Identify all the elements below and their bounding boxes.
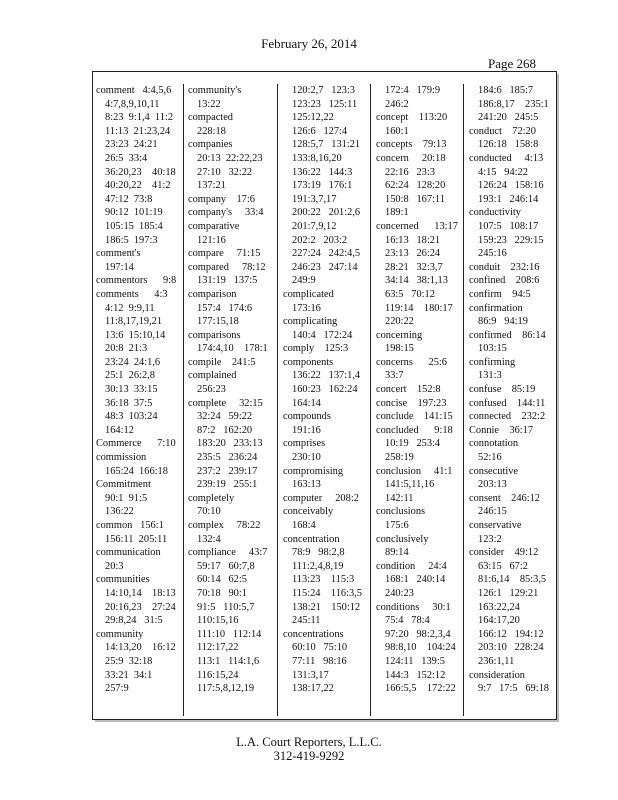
index-term: complained [188,370,237,382]
index-term: comment's [96,248,141,260]
index-page-refs: 126:18 158:8 [478,139,539,151]
index-term: company 17:6 [188,193,255,205]
index-page-refs: 52:16 [478,452,502,464]
index-page-refs: 166:5,5 172:22 [385,683,456,695]
index-term: conclude 141:15 [376,411,453,423]
index-page-refs: 202:2 203:2 [292,234,348,246]
index-page-refs: 186:8,17 235:1 [478,98,549,110]
index-term: Connie 36:17 [469,424,534,436]
index-page-refs: 165:24 166:18 [105,465,168,477]
index-page-refs: 142:11 [385,492,414,504]
index-page-refs: 136:22 [105,506,134,518]
index-page-refs: 163:13 [292,479,321,491]
index-page-refs: 105:15 185:4 [105,220,163,232]
index-page-refs: 173:19 176:1 [292,180,353,192]
index-page-refs: 203:13 [478,479,507,491]
index-page-refs: 132:4 [197,533,221,545]
index-page-refs: 33:7 [385,370,404,382]
index-page-refs: 236:1,11 [478,655,515,667]
page-number: Page 268 [488,56,537,71]
index-page-refs: 23:13 26:24 [385,248,441,260]
index-page-refs: 228:18 [197,125,226,137]
index-page-refs: 90:12 101:19 [105,207,163,219]
index-page-refs: 150:8 167:11 [385,193,445,205]
index-page-refs: 90:1 91:5 [105,492,148,504]
index-term: comparison [188,288,237,300]
index-page-refs: 98:8,10 104:24 [385,642,456,654]
index-term: conduct 72:20 [469,125,536,137]
index-page-refs: 257:9 [105,683,129,695]
index-term: conclusions [376,506,426,518]
index-page-refs: 168:4 [292,520,316,531]
index-term: company's 33:4 [188,207,264,219]
index-page-refs: 156:11 205:11 [105,533,168,545]
index-page-refs: 246:2 [385,98,409,110]
index-page-refs: 111:10 112:14 [197,628,262,640]
index-page-refs: 4:7,8,9,10,11 [105,98,160,110]
index-term: compared 78:12 [188,261,266,273]
index-page-refs: 113:1 114:1,6 [197,655,260,667]
index-term: concerning [376,329,423,341]
index-term: Commitment [96,479,151,491]
index-page-refs: 14:10,14 18:13 [105,587,176,599]
index-page-refs: 126:6 127:4 [292,125,348,137]
index-term: conceivably [283,506,334,518]
index-page-refs: 200:22 201:2,6 [292,207,361,219]
index-page-refs: 14:13,20 16:12 [105,642,176,654]
index-page-refs: 110:15,16 [197,615,239,627]
index-page-refs: 28:21 32:3,7 [385,261,443,273]
index-page-refs: 97:20 98:2,3,4 [385,628,451,640]
index-page-refs: 20:16,23 27:24 [105,601,176,613]
index-page-refs: 245:16 [478,248,507,260]
index-page-refs: 144:3 152:12 [385,669,446,681]
index-page-refs: 121:16 [197,234,226,246]
index-term: comparisons [188,329,241,341]
column-divider-2 [277,84,278,716]
index-page-refs: 138:21 150:12 [292,601,361,613]
index-page-refs: 103:15 [478,343,507,355]
index-term: condition 24:4 [376,560,447,572]
index-page-refs: 23:23 24:21 [105,139,158,151]
index-term: concerned 13:17 [376,220,458,232]
index-page-refs: 164:14 [292,397,321,409]
index-term: comparative [188,220,240,232]
index-term: conduit 232:16 [469,261,540,273]
index-page-refs: 63:15 67:2 [478,560,528,572]
index-term: commentors 9:8 [96,275,177,287]
index-page-refs: 62:24 128:20 [385,180,446,192]
index-page-refs: 91:5 110:5,7 [197,601,255,613]
index-term: concerns 25:6 [376,356,447,368]
index-term: concern 20:18 [376,152,446,164]
index-page-refs: 172:4 179:9 [385,85,441,96]
index-term: confirming [469,356,516,368]
index-term: concise 197:23 [376,397,447,409]
index-page-refs: 60:10 75:10 [292,642,348,654]
index-term: confirmation [469,302,523,314]
index-page-refs: 138:17,22 [292,683,334,695]
index-term: components [283,356,334,368]
page-date: February 26, 2014 [261,36,357,51]
index-term: consideration [469,669,525,681]
index-term: concept 113:20 [376,112,448,124]
index-page-refs: 11:13 21:23,24 [105,125,171,137]
index-term: communication [96,547,161,559]
index-term: confuse 85:19 [469,384,536,396]
index-page-refs: 186:5 197:3 [105,234,158,246]
index-page-refs: 34:14 38:1,13 [385,275,448,287]
index-term: confused 144:11 [469,397,546,409]
index-term: conclusion 41:1 [376,465,453,477]
index-page-refs: 241:20 245:5 [478,112,539,124]
index-term: consent 246:12 [469,492,540,504]
index-page-refs: 159:23 229:15 [478,234,544,246]
index-page-refs: 198:15 [385,343,414,355]
index-term: computer 208:2 [283,492,359,504]
index-term: complex 78:22 [188,520,261,531]
index-page-refs: 124:11 139:5 [385,655,445,667]
index-column-1 [96,84,176,696]
index-page-refs: 77:11 98:16 [292,655,347,667]
index-page-refs: 133:8,16,20 [292,152,342,164]
index-term: concepts 79:13 [376,139,447,151]
index-page-refs: 11:8,17,19,21 [105,316,163,328]
frame-shadow-bottom [95,720,559,722]
index-page-refs: 22:16 23:3 [385,166,435,178]
index-page-refs: 23:24 24:1,6 [105,356,161,368]
index-page-refs: 59:17 60:7,8 [197,560,255,572]
index-page-refs: 175:6 [385,520,409,531]
footer-phone: 312-419-9292 [273,749,345,763]
index-page-refs: 177:15,18 [197,316,239,328]
index-page-refs: 163:22,24 [478,601,520,613]
index-page-refs: 81:6,14 85:3,5 [478,574,547,586]
index-term: compliance 43:7 [188,547,268,559]
index-page-refs: 20:13 22:22,23 [197,152,263,164]
index-term: conducted 4:13 [469,152,544,164]
index-page-refs: 29:8,24 31:5 [105,615,163,627]
index-page-refs: 111:2,4,8,19 [292,560,344,572]
index-page-refs: 9:7 17:5 69:18 [478,683,550,695]
index-page-refs: 240:23 [385,587,414,599]
index-term: connected 232:2 [469,411,546,423]
index-term: comments 4:3 [96,288,168,300]
index-page-refs: 25:9 32:18 [105,655,153,667]
index-page-refs: 246:15 [478,506,507,518]
index-page-refs: 220:22 [385,316,414,328]
index-page-refs: 123:2 [478,533,502,545]
index-page-refs: 193:1 246:14 [478,193,539,205]
index-page-refs: 20:3 [105,560,124,572]
index-page-refs: 136:22 137:1,4 [292,370,361,382]
index-page-refs: 184:6 185:7 [478,85,534,96]
index-page-refs: 126:24 158:16 [478,180,544,192]
index-term: compile 241:5 [188,356,256,368]
index-page-refs: 168:1 240:14 [385,574,446,586]
index-column-2 [188,84,268,696]
index-term: connotation [469,438,519,450]
index-page-refs: 128:5,7 131:21 [292,139,361,151]
index-page-refs: 230:10 [292,452,321,464]
index-term: completely [188,492,235,504]
index-page-refs: 131:19 137:5 [197,275,258,287]
index-page-refs: 125:12,22 [292,112,334,124]
index-page-refs: 20:8 21:3 [105,343,148,355]
index-page-refs: 107:5 108:17 [478,220,539,232]
index-page-refs: 140:4 172:24 [292,329,353,341]
column-divider-1 [183,84,184,716]
index-term: concentration [283,533,340,545]
index-page-refs: 126:1 129:21 [478,587,539,599]
index-page-refs: 112:17,22 [197,642,239,654]
index-page-refs: 4:15 94:22 [478,166,528,178]
index-page-refs: 25:1 26:2,8 [105,370,155,382]
index-page-refs: 70:18 90:1 [197,587,247,599]
index-term: complete 32:15 [188,397,263,409]
index-page-refs: 258:19 [385,452,414,464]
index-term: conductivity [469,207,521,219]
index-page-refs: 89:14 [385,547,409,559]
index-page-refs: 117:5,8,12,19 [197,683,255,695]
index-page-refs: 227:24 242:4,5 [292,248,361,260]
index-page-refs: 164:12 [105,424,134,436]
index-page-refs: 33:21 34:1 [105,669,153,681]
index-page-refs: 30:13 33:15 [105,384,158,396]
index-term: comment 4:4,5,6 [96,85,172,96]
index-term: comply 125:3 [283,343,349,355]
index-page-refs: 60:14 62:5 [197,574,247,586]
index-term: concert 152:8 [376,384,441,396]
index-term: concluded 9:18 [376,424,453,436]
index-page-refs: 160:23 162:24 [292,384,358,396]
index-page-refs: 63:5 70:12 [385,288,435,300]
column-divider-4 [463,84,464,716]
index-page-refs: 141:5,11,16 [385,479,435,491]
index-page-refs: 197:14 [105,261,134,273]
index-page-refs: 191:3,7,17 [292,193,337,205]
index-column-3 [283,84,363,696]
footer-company: L.A. Court Reporters, L.L.C. [236,735,382,749]
index-column-4 [376,84,456,696]
index-page-refs: 27:10 32:22 [197,166,253,178]
index-page-refs: 237:2 239:17 [197,465,258,477]
index-page-refs: 75:4 78:4 [385,615,430,627]
index-page-refs: 174:4,10 178:1 [197,343,268,355]
index-page-refs: 160:1 [385,125,409,137]
index-page-refs: 157:4 174:6 [197,302,253,314]
index-page-refs: 13:6 15:10,14 [105,329,166,341]
index-term: communities [96,574,150,586]
index-page-refs: 87:2 162:20 [197,424,253,436]
index-term: confirmed 86:14 [469,329,546,341]
index-page-refs: 203:10 228:24 [478,642,544,654]
index-page-refs: 32:24 59:22 [197,411,253,423]
index-page-refs: 246:23 247:14 [292,261,358,273]
index-page-refs: 249:9 [292,275,316,287]
index-term: concentrations [283,628,344,640]
index-page-refs: 239:19 255:1 [197,479,258,491]
index-term: conservative [469,520,522,531]
index-term: confirm 94:5 [469,288,531,300]
index-term: common 156:1 [96,520,164,531]
index-page-refs: 16:13 18:21 [385,234,441,246]
index-page-refs: 191:16 [292,424,321,436]
index-page-refs: 4:12 9:9,11 [105,302,155,314]
index-page-refs: 119:14 180:17 [385,302,453,314]
index-term: complicating [283,316,338,328]
index-term: community [96,628,144,640]
index-column-5 [469,84,551,696]
column-divider-3 [370,84,371,716]
frame-shadow-right [557,74,559,721]
index-page-refs: 245:11 [292,615,321,627]
index-page-refs: 78:9 98:2,8 [292,547,345,559]
index-page-refs: 26:5 33:4 [105,152,148,164]
index-term: complicated [283,288,334,300]
index-page-refs: 36:20,23 40:18 [105,166,176,178]
index-page-refs: 113:23 115:3 [292,574,355,586]
index-page-refs: 116:15,24 [197,669,239,681]
index-term: consecutive [469,465,519,477]
index-term: compromising [283,465,344,477]
index-page-refs: 120:2,7 123:3 [292,85,355,96]
index-page-refs: 36:18 37:5 [105,397,153,409]
index-page-refs: 235:5 236:24 [197,452,258,464]
index-page-refs: 173:16 [292,302,321,314]
index-page-refs: 256:23 [197,384,226,396]
index-page-refs: 13:22 [197,98,221,110]
index-page-refs: 164:17,20 [478,615,520,627]
index-page-refs: 10:19 253:4 [385,438,441,450]
index-term: conditions 30:1 [376,601,451,613]
index-term: Commerce 7:10 [96,438,176,450]
index-page-refs: 189:1 [385,207,409,219]
index-page-refs: 8:23 9:1,4 11:2 [105,112,174,124]
index-term: consider 49:12 [469,547,539,559]
index-term: compare 71:15 [188,248,261,260]
index-term: confined 208:6 [469,275,540,287]
index-term: compounds [283,411,331,423]
index-page-refs: 123:23 125:11 [292,98,358,110]
index-term: companies [188,139,233,151]
index-page-refs: 48:3 103:24 [105,411,158,423]
index-page-refs: 70:10 [197,506,221,518]
index-term: compacted [188,112,234,124]
index-page-refs: 115:24 116:3,5 [292,587,362,599]
index-page-refs: 40:20,22 41:2 [105,180,171,192]
index-page-refs: 86:9 94:19 [478,316,528,328]
index-page-refs: 166:12 194:12 [478,628,544,640]
index-page-refs: 137:21 [197,180,226,192]
index-page-refs: 47:12 73:8 [105,193,153,205]
index-page-refs: 131:3,17 [292,669,329,681]
index-term: community's [188,85,242,96]
index-page-refs: 183:20 233:13 [197,438,263,450]
index-page-refs: 131:3 [478,370,502,382]
index-page-refs: 136:22 144:3 [292,166,353,178]
index-term: commission [96,452,147,464]
index-term: conclusively [376,533,429,545]
index-term: comprises [283,438,326,450]
index-page-refs: 201:7,9,12 [292,220,337,232]
